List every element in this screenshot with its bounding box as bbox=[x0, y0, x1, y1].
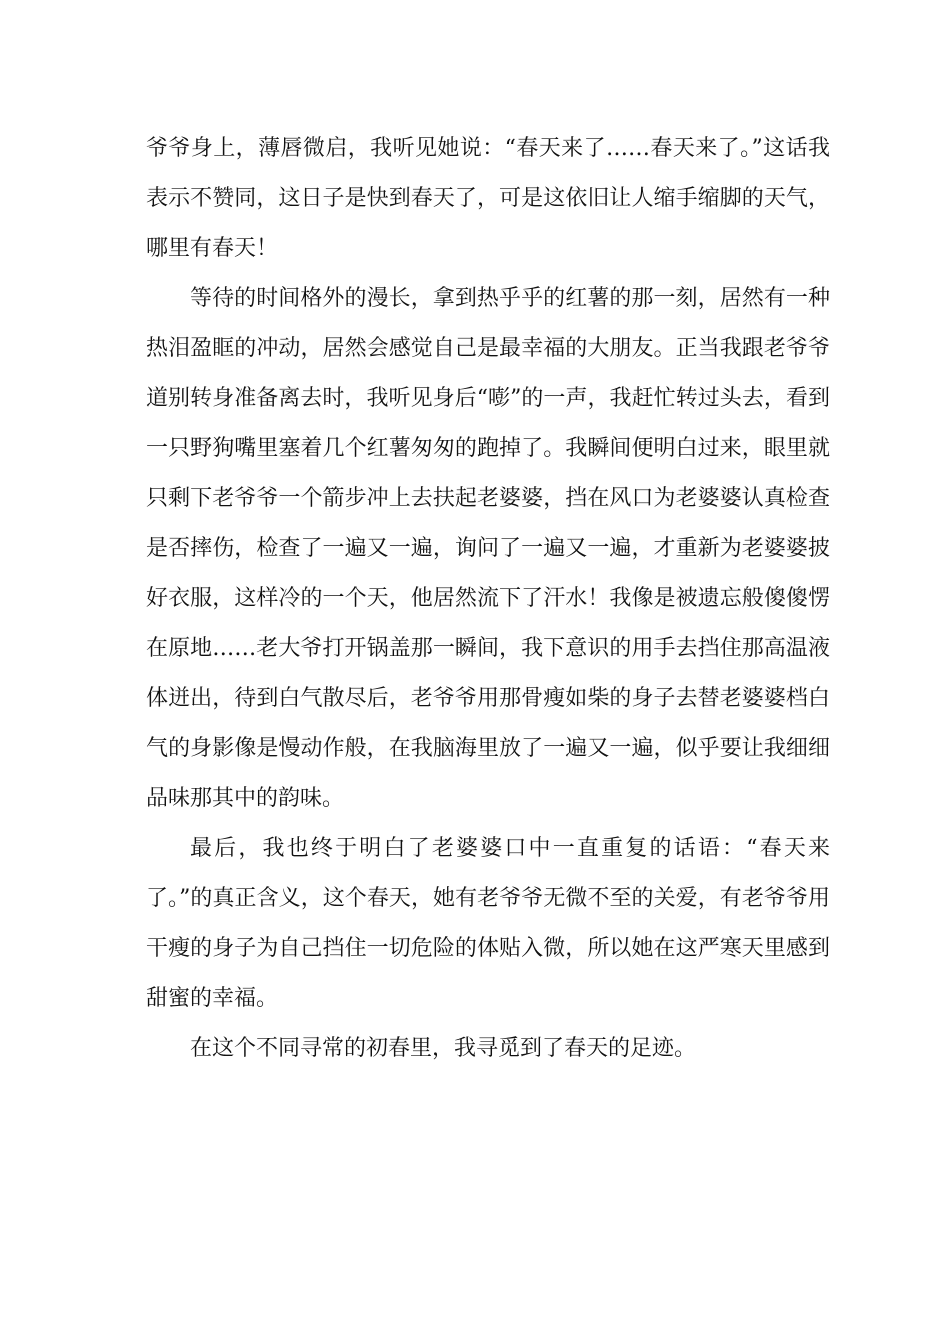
paragraph-2: 等待的时间格外的漫长，拿到热乎乎的红薯的那一刻，居然有一种热泪盈眶的冲动，居然会感觉自己是最幸福的大朋友。正当我跟老爷爷道别转身准备离去时，我听见身后“嘭”的一声，我赶忙转过头去，看到一只野狗嘴里塞着几个红薯匆匆的跑掉了。我瞬间便明白过来，眼里就只剩下老爷爷一个箭步冲上去扶起老婆婆，挡在风口为老婆婆认真检查是否摔伤，检查了一遍又一遍，询问了一遍又一遍，才重新为老婆婆披好衣服，这样冷的一个天，他居然流下了汗水！我像是被遗忘般傻傻愣在原地……老大爷打开锅盖那一瞬间，我下意识的用手去挡住那高温液体迸出，待到白气散尽后，老爷爷用那骨瘦如柴的身子去替老婆婆档白气的身影像是慢动作般，在我脑海里放了一遍又一遍，似乎要让我细细品味那其中的韵味。 bbox=[146, 286, 830, 811]
document-body bbox=[146, 124, 830, 1074]
paragraph-1: 爷爷身上，薄唇微启，我听见她说：“春天来了……春天来了。”这话我表示不赞同，这日子是快到春天了，可是这依旧让人缩手缩脚的天气，哪里有春天！ bbox=[146, 136, 830, 261]
paragraph-3: 最后，我也终于明白了老婆婆口中一直重复的话语：“春天来了。”的真正含义，这个春天，她有老爷爷无微不至的关爱，有老爷爷用干瘦的身子为自己挡住一切危险的体贴入微，所以她在这严寒天里感到甜蜜的幸福。 bbox=[146, 836, 830, 1011]
paragraph-4: 在这个不同寻常的初春里，我寻觅到了春天的足迹。 bbox=[190, 1036, 697, 1061]
